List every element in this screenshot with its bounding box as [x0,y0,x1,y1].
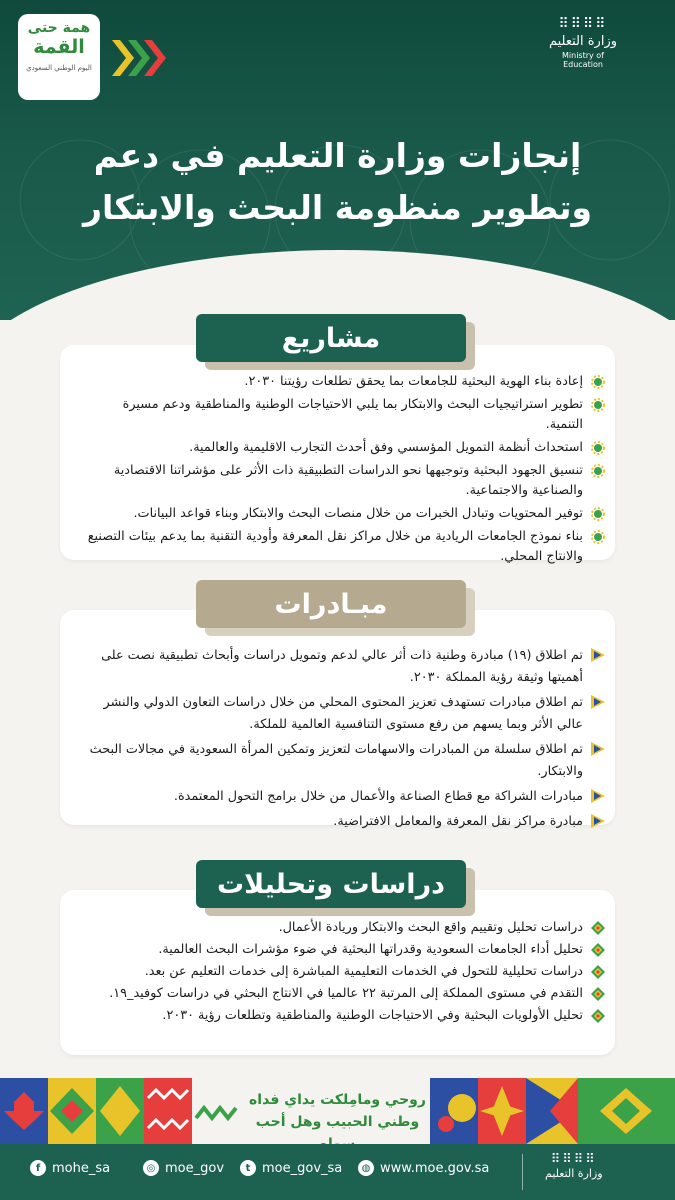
list-item [85,984,605,1003]
list-item [85,786,605,808]
national-day-line1: همة حتى [27,20,91,36]
sun-bullet-icon [591,441,605,455]
diamond-bullet-icon [591,921,605,935]
list-item [85,811,605,833]
twitter-handle: moe_gov_sa [262,1160,343,1176]
initiatives-item-text: تم اطلاق سلسلة من المبادرات والاسهامات لتعزيز وتمكين المرأة السعودية في مجالات البحث والابتكار. [89,742,583,779]
list-item [85,438,605,458]
studies-item-text: دراسات تحليلية للتحول في الخدمات التعليمية المباشرة إلى خدمات التعليم عن بعد. [144,964,583,979]
instagram-icon: ◎ [143,1160,159,1176]
list-item [85,372,605,392]
flag-bullet-icon [591,789,605,803]
facebook-link[interactable] [30,1160,110,1176]
studies-item-text: التقدم في مستوى المملكة إلى المرتبة ٢٢ عالميا في الانتاج البحثي في دراسات كوفيد_١٩. [109,986,583,1001]
instagram-handle: moe_gov [165,1160,225,1176]
studies-item-text: تحليل أداء الجامعات السعودية وقدراتها البحثية في ضوء مؤشرات البحث العالمية. [158,942,583,957]
initiatives-item-text: مبادرات الشراكة مع قطاع الصناعة والأعمال من خلال برامج التحول المعتمدة. [173,789,583,804]
ministry-name-ar: وزارة التعليم [548,34,618,49]
slogan-line1: روحي ومامِلكت يداي فداه [249,1092,426,1108]
twitter-link[interactable] [240,1160,342,1176]
list-item [85,461,605,501]
projects-item-text: تنسيق الجهود البحثية وتوجيهها نحو الدراسات التطبيقية ذات الأثر على مؤشراتنا الاقتصادية والصناعية والاجتماعية. [113,463,583,498]
projects-item-text: توفير المحتويات وتبادل الخبرات من خلال منصات البحث والابتكار وبناء قواعد البيانات. [133,506,583,521]
flag-bullet-icon [591,648,605,662]
studies-item-text: تحليل الأولويات البحثية وفي الاحتياجات الوطنية والمناطقية وتطلعات رؤية ٢٠٣٠. [162,1008,583,1023]
sun-bullet-icon [591,375,605,389]
chevrons-decoration [112,38,172,78]
slogan-line2: وطني الحبيب وهل أحب [255,1114,420,1130]
sun-bullet-icon [591,398,605,412]
list-item [85,645,605,689]
projects-item-text: إعادة بناء الهوية البحثية للجامعات بما يحقق تطلعات رؤيتنا ٢٠٣٠. [244,374,583,389]
ministry-name-en: Ministry of Education [562,51,604,69]
diamond-bullet-icon [591,943,605,957]
list-item [85,692,605,736]
footer-ministry-name: وزارة التعليم [545,1167,603,1180]
globe-icon: ◍ [358,1160,374,1176]
initiatives-item-text: تم اطلاق (١٩) مبادرة وطنية ذات أثر عالي لدعم وتمويل دراسات وأبحاث تطبيقية نصت على أهميتها وثيقة رؤية المملكة ٢٠٣٠. [101,648,583,685]
diamond-bullet-icon [591,1009,605,1023]
footer-divider [522,1154,523,1190]
sun-bullet-icon [591,507,605,521]
page-title: إنجازات وزارة التعليم في دعم وتطوير منظومة البحث والابتكار [82,136,593,227]
projects-list [85,372,605,570]
initiatives-list [85,645,605,836]
projects-item-text: بناء نموذج الجامعات الريادية من خلال مراكز نقل المعرفة وأودية التقنية بما يدعم بيئات التصنيع والانتاج المحلي. [87,529,583,564]
projects-item-text: استحداث أنظمة التمويل المؤسسي وفق أحدث التجارب الاقليمية والعالمية. [189,440,583,455]
initiatives-item-text: تم اطلاق مبادرات تستهدف تعزيز المحتوى المحلي من خلال دراسات التعاون الدولي والنشر عالي الأثر وبما يسهم من رفع مستوى التنافسية العالمية للملكة. [103,695,583,732]
list-item [85,739,605,783]
list-item [85,527,605,567]
national-day-line2: القمة [33,36,85,58]
diamond-bullet-icon [591,987,605,1001]
facebook-handle: mohe_sa [52,1160,111,1176]
list-item [85,1006,605,1025]
list-item [85,504,605,524]
website-link[interactable] [358,1160,489,1176]
slogan [245,1085,430,1137]
facebook-icon: f [30,1160,46,1176]
studies-item-text: دراسات تحليل وتقييم واقع البحث والابتكار وريادة الأعمال. [278,920,583,935]
projects-item-text: تطوير استراتيجيات البحث والابتكار بما يلبي الاحتياجات الوطنية والمناطقية ودعم مسيرة التنمية. [122,397,583,432]
diamond-bullet-icon [591,965,605,979]
list-item [85,940,605,959]
list-item [85,918,605,937]
instagram-link[interactable] [143,1160,224,1176]
ministry-logo-mark: ⠿⠿⠿⠿ [558,16,608,32]
studies-heading: دراسات وتحليلات [196,860,466,908]
website-url: www.moe.gov.sa [380,1160,490,1176]
studies-list [85,918,605,1028]
flag-bullet-icon [591,742,605,756]
sun-bullet-icon [591,464,605,478]
flag-bullet-icon [591,814,605,828]
twitter-icon: t [240,1160,256,1176]
initiatives-item-text: مبادرة مراكز نقل المعرفة والمعامل الافتراضية. [333,814,583,829]
footer-ministry-mark: ⠿⠿⠿⠿ [550,1152,597,1167]
national-day-line3: اليوم الوطني السعودي [26,64,92,72]
flag-bullet-icon [591,695,605,709]
ministry-logo [543,16,623,69]
sun-bullet-icon [591,530,605,544]
projects-heading: مشاريع [196,314,466,362]
initiatives-heading: مبـادرات [196,580,466,628]
footer-ministry-logo [545,1152,603,1180]
list-item [85,395,605,435]
national-day-logo [18,14,100,100]
list-item [85,962,605,981]
